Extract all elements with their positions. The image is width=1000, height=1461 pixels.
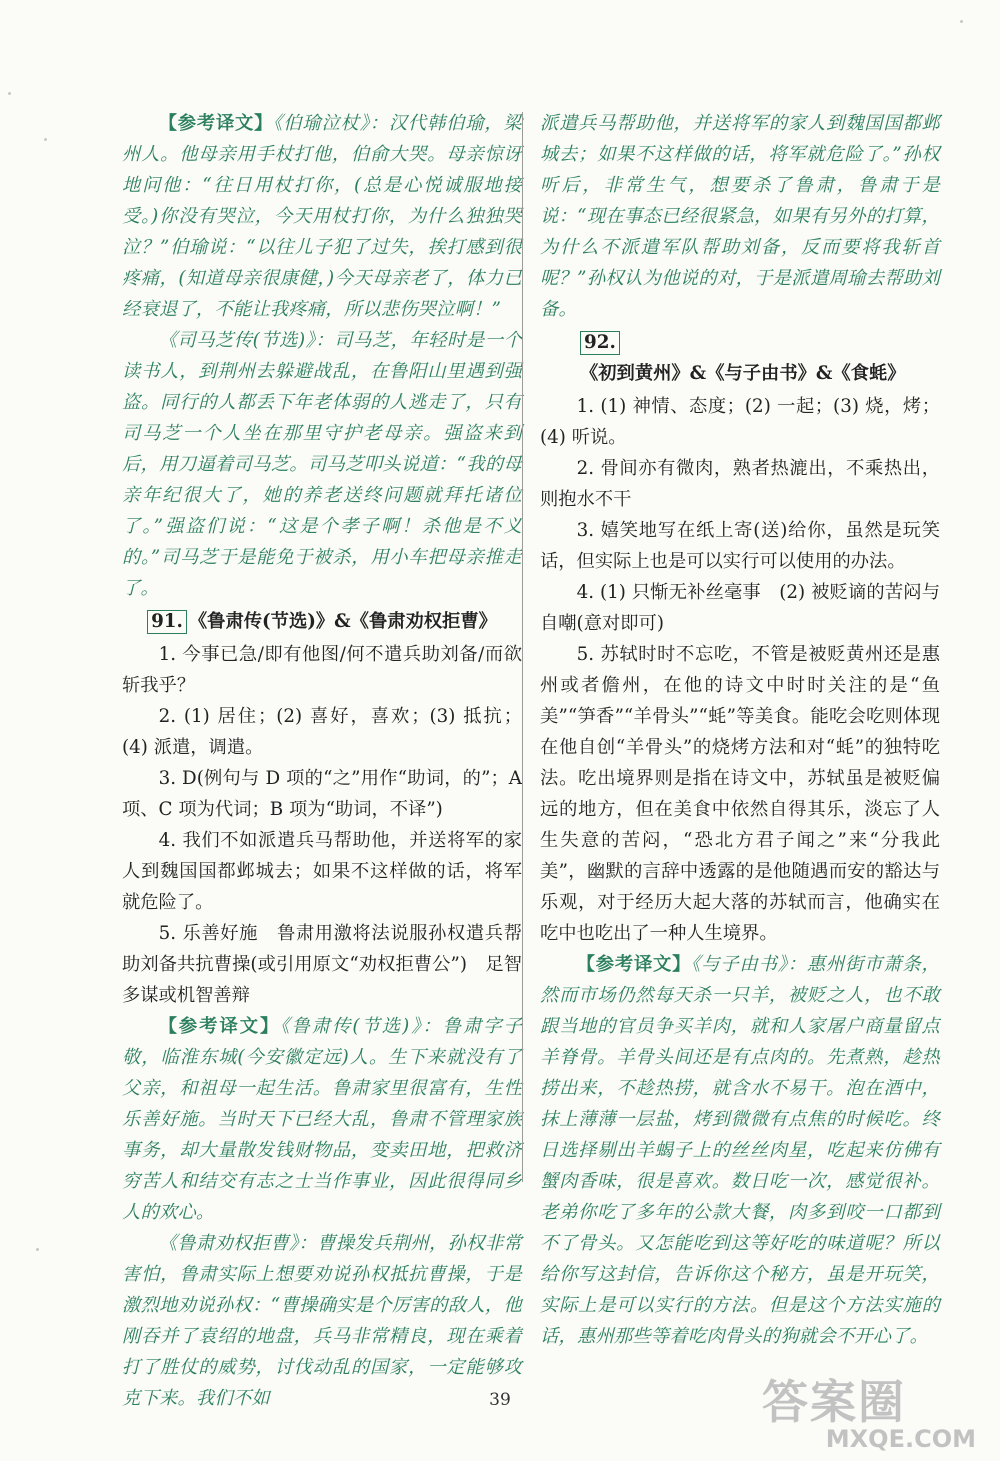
scan-speck bbox=[36, 1248, 39, 1251]
scan-speck bbox=[44, 138, 47, 141]
answer-91-2: 2. (1) 居住；(2) 喜好，喜欢；(3) 抵抗；(4) 派遣，调遣。 bbox=[122, 706, 522, 758]
translation-sima-zhi: 《司马芝传(节选)》：司马芝，年轻时是一个读书人，到荆州去躲避战乱，在鲁阳山里遇到强盗。同行的人都丢下年老体弱的人逃走了，只有司马芝一个人坐在那里守护老母亲。强盗来到后，用刀逼着司马芝。司马芝叩头说道：“我的母亲年纪很大了，她的养老送终问题就拜托诸位了。”强盗们说：“这是个孝子啊！杀他是不义的。”司马芝于是能免于被杀，用小车把母亲推走了。 bbox=[122, 330, 522, 599]
section-heading-91 bbox=[122, 606, 522, 637]
section-heading-92 bbox=[540, 327, 940, 389]
column-divider bbox=[522, 112, 523, 1182]
translation-continued: 派遣兵马帮助他，并送将军的家人到魏国国都邺城去；如果不这样做的话，将军就危险了。”孙权听后，非常生气，想要杀了鲁肃，鲁肃于是说：“现在事态已经很紧急，如果有另外的打算，为什么不派遣军队帮助刘备，反而要将我斩首呢？”孙权认为他说的对，于是派遣周瑜去帮助刘备。 bbox=[540, 113, 940, 320]
section-title-91: 《鲁肃传(节选)》&《鲁肃劝权拒曹》 bbox=[188, 611, 497, 632]
reference-translation-label: 【参考译文】 bbox=[158, 113, 274, 134]
site-watermark-logo bbox=[762, 1375, 982, 1458]
answer-92-4: 4. (1) 只惭无补丝毫事 (2) 被贬谪的苦闷与自嘲(意对即可) bbox=[540, 582, 940, 634]
page-number: 39 bbox=[489, 1390, 511, 1410]
answer-92-5: 5. 苏轼时时不忘吃，不管是被贬黄州还是惠州或者儋州，在他的诗文中时时关注的是“鱼美”“笋香”“羊骨头”“蚝”等美食。能吃会吃则体现在他自创“羊骨头”的烧烤方法和对“蚝”的独特吃法。吃出境界则是指在诗文中，苏轼虽是被贬偏远的地方，但在美食中依然自得其乐，淡忘了人生失意的苦闷，“恐北方君子闻之”来“分我此美”，幽默的言辞中透露的是他随遇而安的豁达与乐观，对于经历大起大落的苏轼而言，他确实在吃中也吃出了一种人生境界。 bbox=[540, 644, 940, 944]
scan-speck bbox=[8, 92, 11, 95]
question-number-91: 91. bbox=[147, 610, 187, 634]
answer-92-3: 3. 嬉笑地写在纸上寄(送)给你，虽然是玩笑话，但实际上也是可以实行可以使用的办法。 bbox=[540, 520, 940, 572]
answer-92-2: 2. 骨间亦有微肉，熟者热漉出，不乘热出，则抱水不干 bbox=[540, 458, 940, 510]
watermark-domain-text: MXQE.COM bbox=[825, 1425, 976, 1453]
answer-92-1: 1. (1) 神情、态度；(2) 一起；(3) 烧，烤；(4) 听说。 bbox=[540, 396, 940, 448]
translation-lu-su-biography: 【参考译文】《鲁肃传(节选)》：鲁肃字子敬，临淮东城(今安徽定远)人。生下来就没有了父亲，和祖母一起生活。鲁肃家里很富有，生性乐善好施。当时天下已经大乱，鲁肃不管理家族事务，却大量散发钱财物品，变卖田地，把救济穷苦人和结交有志之士当作事业，因此很得同乡人的欢心。 bbox=[122, 1016, 523, 1223]
answer-91-1: 1. 今事已急/即有他图/何不遣兵助刘备/而欲斩我乎？ bbox=[122, 644, 522, 696]
answer-91-3: 3. D(例句与 D 项的“之”用作“助词，的”；A 项、C 项为代词；B 项为“助词，不译”) bbox=[122, 768, 522, 820]
section-title-92: 《初到黄州》&《与子由书》&《食蚝》 bbox=[580, 363, 906, 384]
reference-translation-label: 【参考译文】 bbox=[576, 954, 692, 975]
watermark-main-text: 答案圈 bbox=[762, 1375, 906, 1429]
left-column bbox=[122, 108, 522, 1414]
reference-translation-label: 【参考译文】 bbox=[158, 1016, 281, 1037]
translation-bo-yu: 【参考译文】《伯瑜泣杖》：汉代韩伯瑜，梁州人。他母亲用手杖打他，伯俞大哭。母亲惊讶地问他：“往日用杖打你，(总是心悦诚服地接受。)你没有哭泣，今天用杖打你，为什么独独哭泣？”伯瑜说：“以往儿子犯了过失，挨打感到很疼痛，(知道母亲很康健，)今天母亲老了，体力已经衰退了，不能让我疼痛，所以悲伤哭泣啊！” bbox=[122, 113, 522, 320]
scan-speck bbox=[960, 20, 963, 23]
answer-91-5: 5. 乐善好施 鲁肃用激将法说服孙权遣兵帮助刘备共抗曹操(或引用原文“劝权拒曹公”) 足智多谋或机智善辩 bbox=[122, 923, 522, 1006]
translation-letter-to-ziyou: 【参考译文】《与子由书》：惠州街市萧条，然而市场仍然每天杀一只羊，被贬之人，也不敢跟当地的官员争买羊肉，就和人家屠户商量留点羊脊骨。羊骨头间还是有点肉的。先煮熟，趁热捞出来，不趁热捞，就含水不易干。泡在酒中，抹上薄薄一层盐，烤到微微有点焦的时候吃。终日选择剔出羊蝎子上的丝丝肉星，吃起来仿佛有蟹肉香味，很是喜欢。数日吃一次，感觉很补。老弟你吃了多年的公款大餐，肉多到咬一口都到不了骨头。又怎能吃到这等好吃的味道呢？所以给你写这封信，告诉你这个秘方，虽是开玩笑，实际上是可以实行的方法。但是这个方法实施的话，惠州那些等着吃肉骨头的狗就会不开心了。 bbox=[540, 954, 940, 1347]
answer-91-4: 4. 我们不如派遣兵马帮助他，并送将军的家人到魏国国都邺城去；如果不这样做的话，将军就危险了。 bbox=[122, 830, 522, 913]
question-number-92: 92. bbox=[580, 331, 620, 355]
translation-lu-su-advises-quan: 《鲁肃劝权拒曹》：曹操发兵荆州，孙权非常害怕，鲁肃实际上想要劝说孙权抵抗曹操，于是激烈地劝说孙权：“曹操确实是个厉害的敌人，他刚吞并了袁绍的地盘，兵马非常精良，现在乘着打了胜仗的威势，讨伐动乱的国家，一定能够攻克下来。我们不如 bbox=[122, 1233, 522, 1409]
right-column bbox=[540, 108, 940, 1352]
